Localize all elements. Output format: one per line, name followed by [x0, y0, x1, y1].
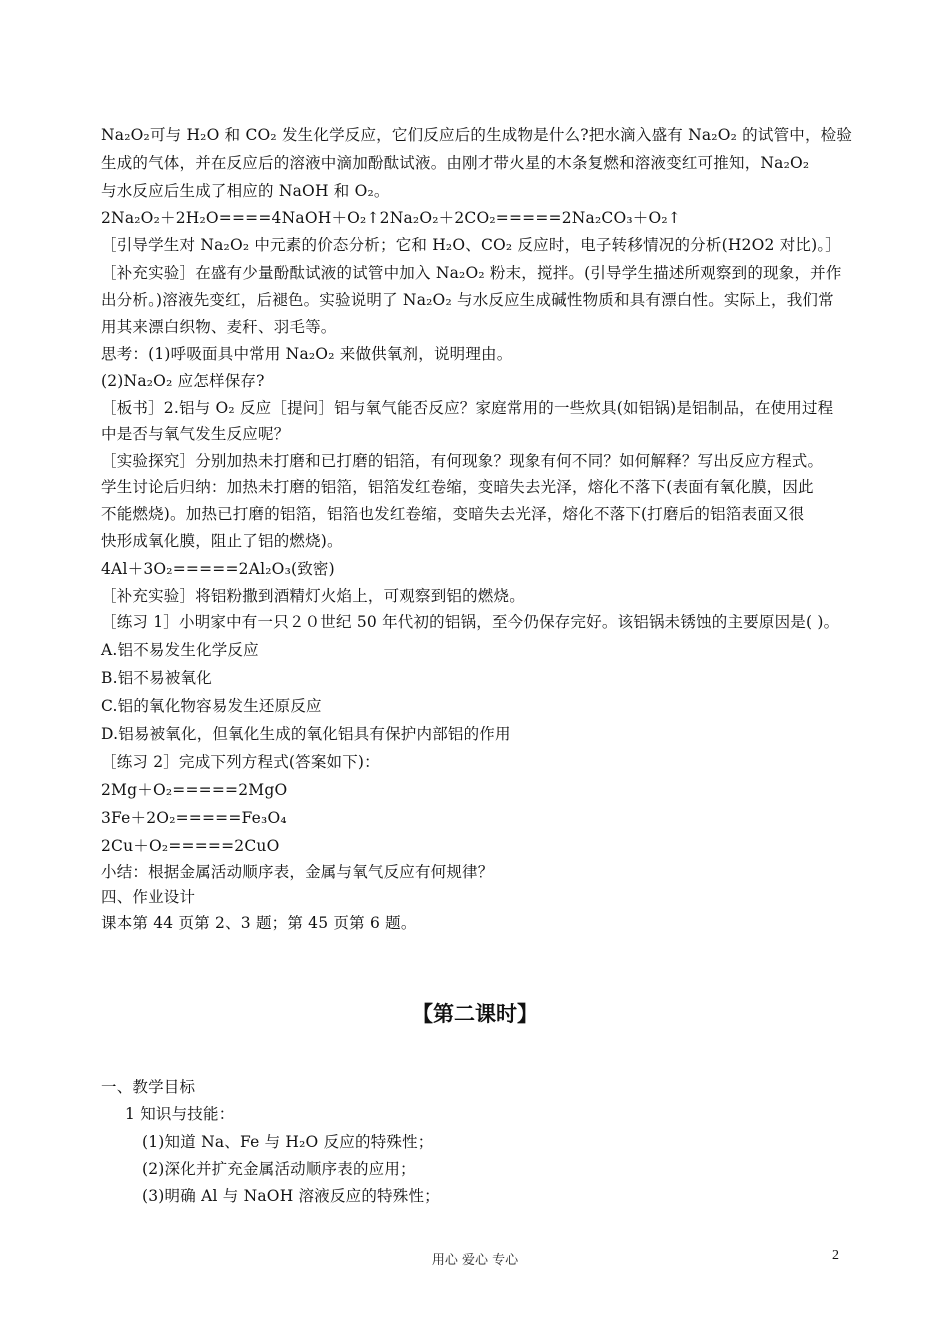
paragraph-line: ［引导学生对 Na₂O₂ 中元素的价态分析；它和 H₂O、CO₂ 反应时，电子转移情况的分析(H2O2 对比)。］ [101, 236, 841, 254]
paragraph-line: ［练习 1］小明家中有一只２０世纪 50 年代初的铝锅，至今仍保存完好。该铝锅未锈蚀的主要原因是( )。 [101, 613, 840, 631]
paragraph-line: 快形成氧化膜，阻止了铝的燃烧)。 [101, 532, 343, 550]
paragraph-line: ［板书］2.铝与 O₂ 反应［提问］铝与氧气能否反应？家庭常用的一些炊具(如铝锅)是铝制品，在使用过程 [101, 399, 834, 417]
paragraph-line: (2)Na₂O₂ 应怎样保存? [101, 372, 265, 390]
heading-line: 四、作业设计 [101, 888, 196, 906]
option-b: B.铝不易被氧化 [101, 669, 212, 687]
paragraph-line: 出分析。)溶液先变红，后褪色。实验说明了 Na₂O₂ 与水反应生成碱性物质和具有漂白性。实际上，我们常 [101, 291, 834, 309]
option-c: C.铝的氧化物容易发生还原反应 [101, 697, 322, 715]
paragraph-line: 思考：(1)呼吸面具中常用 Na₂O₂ 来做供氧剂，说明理由。 [101, 345, 513, 363]
page-number: 2 [832, 1248, 839, 1263]
objective-item: (2)深化并扩充金属活动顺序表的应用； [142, 1160, 416, 1178]
paragraph-line: 与水反应后生成了相应的 NaOH 和 O₂。 [101, 182, 390, 200]
equation-line: 2Cu＋O₂=====2CuO [101, 837, 280, 855]
paragraph-line: ［实验探究］分别加热未打磨和已打磨的铝箔，有何现象？现象有何不同？如何解释？写出反应方程式。 [101, 452, 824, 470]
paragraph-line: ［补充实验］将铝粉撒到酒精灯火焰上，可观察到铝的燃烧。 [101, 587, 525, 605]
objectives-heading: 一、教学目标 [101, 1078, 196, 1096]
paragraph-line: 小结：根据金属活动顺序表，金属与氧气反应有何规律？ [101, 863, 494, 881]
equation-line: 2Na₂O₂＋2H₂O====4NaOH＋O₂↑2Na₂O₂＋2CO₂=====2Na₂CO₃＋O₂↑ [101, 209, 681, 227]
paragraph-line: 学生讨论后归纳：加热未打磨的铝箔，铝箔发红卷缩，变暗失去光泽，熔化不落下(表面有氧化膜，因此 [101, 478, 814, 496]
objective-item: (1)知道 Na、Fe 与 H₂O 反应的特殊性； [142, 1133, 434, 1151]
paragraph-line: ［练习 2］完成下列方程式(答案如下)： [101, 753, 380, 771]
paragraph-line: 不能燃烧)。加热已打磨的铝箔，铝箔也发红卷缩，变暗失去光泽，熔化不落下(打磨后的铝箔表面又很 [101, 505, 805, 523]
paragraph-line: 用其来漂白织物、麦秆、羽毛等。 [101, 318, 337, 336]
option-d: D.铝易被氧化，但氧化生成的氧化铝具有保护内部铝的作用 [101, 725, 511, 743]
equation-line: 3Fe＋2O₂=====Fe₃O₄ [101, 809, 287, 827]
footer-motto: 用心 爱心 专心 [431, 1253, 519, 1268]
paragraph-line: 中是否与氧气发生反应呢？ [101, 425, 290, 443]
objectives-subheading: 1 知识与技能： [125, 1105, 235, 1123]
section-title: 【第二课时】 [412, 1002, 538, 1026]
equation-line: 4Al＋3O₂=====2Al₂O₃(致密) [101, 560, 335, 578]
option-a: A.铝不易发生化学反应 [101, 641, 259, 659]
paragraph-line: Na₂O₂可与 H₂O 和 CO₂ 发生化学反应，它们反应后的生成物是什么?把水滴入盛有 Na₂O₂ 的试管中，检验 [101, 126, 853, 144]
equation-line: 2Mg＋O₂=====2MgO [101, 781, 288, 799]
paragraph-line: 生成的气体，并在反应后的溶液中滴加酚酞试液。由刚才带火星的木条复燃和溶液变红可推知，Na₂O₂ [101, 154, 810, 172]
objective-item: (3)明确 Al 与 NaOH 溶液反应的特殊性； [142, 1187, 440, 1205]
paragraph-line: ［补充实验］在盛有少量酚酞试液的试管中加入 Na₂O₂ 粉末，搅拌。(引导学生描述所观察到的现象，并作 [101, 264, 842, 282]
paragraph-line: 课本第 44 页第 2、3 题；第 45 页第 6 题。 [101, 914, 417, 932]
